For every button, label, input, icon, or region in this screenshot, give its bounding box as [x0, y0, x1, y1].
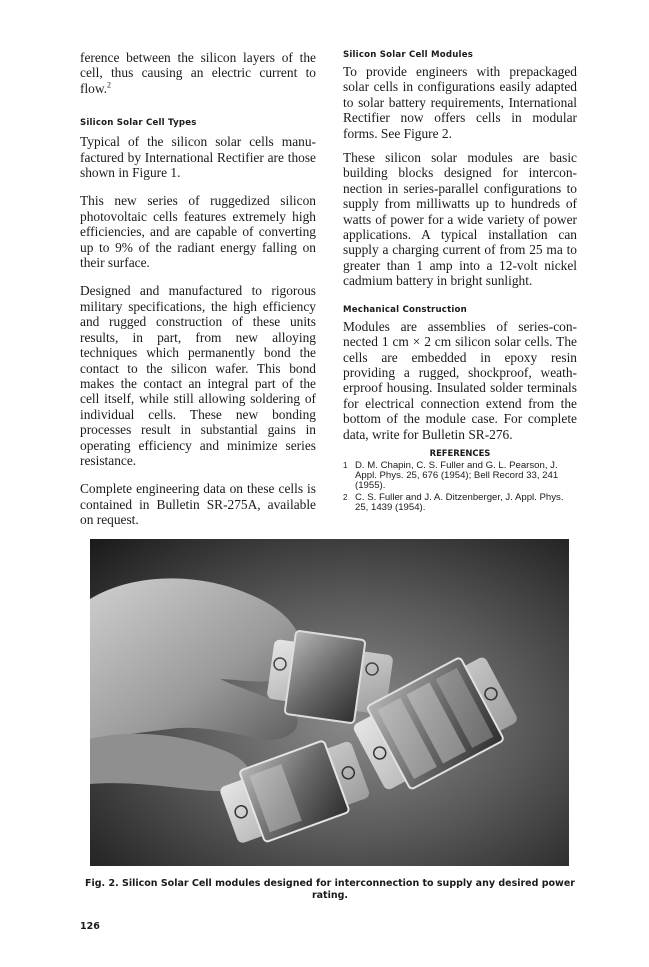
- references-title: REFERENCES: [429, 447, 491, 458]
- page-number: 126: [80, 921, 100, 932]
- figure-caption: Fig. 2. Silicon Solar Cell modules designed for interconnection to supply any desired power rating.: [85, 878, 575, 901]
- paragraph-complete: Complete engineering data on these cells is contained in Bulletin SR-275A, available on request.: [80, 481, 316, 528]
- right-column: [343, 50, 577, 514]
- heading-mechanical: Mechanical Construction: [343, 304, 467, 315]
- reference-item: [343, 493, 577, 513]
- reference-number: 1: [343, 460, 348, 470]
- figure-photo: [90, 539, 569, 866]
- reference-text: C. S. Fuller and J. A. Ditzenberger, J. Appl. Phys. 25, 1439 (1954).: [355, 491, 564, 513]
- heading-cell-types: Silicon Solar Cell Types: [80, 118, 197, 129]
- solar-modules-photo: [90, 539, 569, 866]
- footnote-ref: 2: [107, 80, 112, 90]
- heading-modules: Silicon Solar Cell Modules: [343, 50, 474, 60]
- paragraph-provide: To provide engineers with prepackaged solar cells in configurations easily adapted to solar battery requirements, International Rectifier now offers cells in modular forms. See Figure 2.: [343, 64, 577, 141]
- paragraph-intro-text: ference between the silicon layers of the cell, thus causing an electric current to flow.: [80, 50, 316, 96]
- reference-number: 2: [343, 492, 348, 502]
- paragraph-mechanical: Modules are assemblies of series-connected 1 cm × 2 cm silicon solar cells. The cells are embedded in epoxy resin providing a rugged, shockproof, weatherproof housing. Insulated solder terminals for electrical connection extend from the bottom of the module case. For complete data, write for Bulletin SR-276.: [343, 318, 577, 442]
- paragraph-designed: Designed and manufactured to rigorous military specifications, the high efficiency and rugged construction of these units results, in part, from new alloying techniques which permanently bond the contact to the silicon wafer. This bond makes the contact an integral part of the cell itself, while still allowing soldering of individual cells. These new bonding processes result in substantial gains in operating efficiency and minimize series resistance.: [80, 283, 316, 468]
- paragraph-intro: [80, 50, 316, 96]
- paragraph-types: Typical of the silicon solar cells manufactured by International Rectifier are those shown in Figure 1.: [80, 134, 316, 181]
- paragraph-series: This new series of ruggedized silicon photovoltaic cells features extremely high efficiencies, and are capable of converting up to 9% of the radiant energy falling on their surface.: [80, 193, 316, 271]
- paragraph-these: These silicon solar modules are basic building blocks designed for interconnection in series-parallel configurations to supply from milliwatts up to hundreds of watts of power for a wide variety of power applications. A typical installation can supply a charging current of from 25 ma to greater than 1 amp into a 12-volt nickel cadmium battery in bright sunlight.: [343, 150, 577, 289]
- left-column: [80, 50, 316, 541]
- reference-item: [343, 461, 577, 492]
- references-list: [343, 461, 577, 513]
- reference-text: D. M. Chapin, C. S. Fuller and G. L. Pearson, J. Appl. Phys. 25, 676 (1954); Bell Record 33, 241 (1955).: [355, 459, 559, 492]
